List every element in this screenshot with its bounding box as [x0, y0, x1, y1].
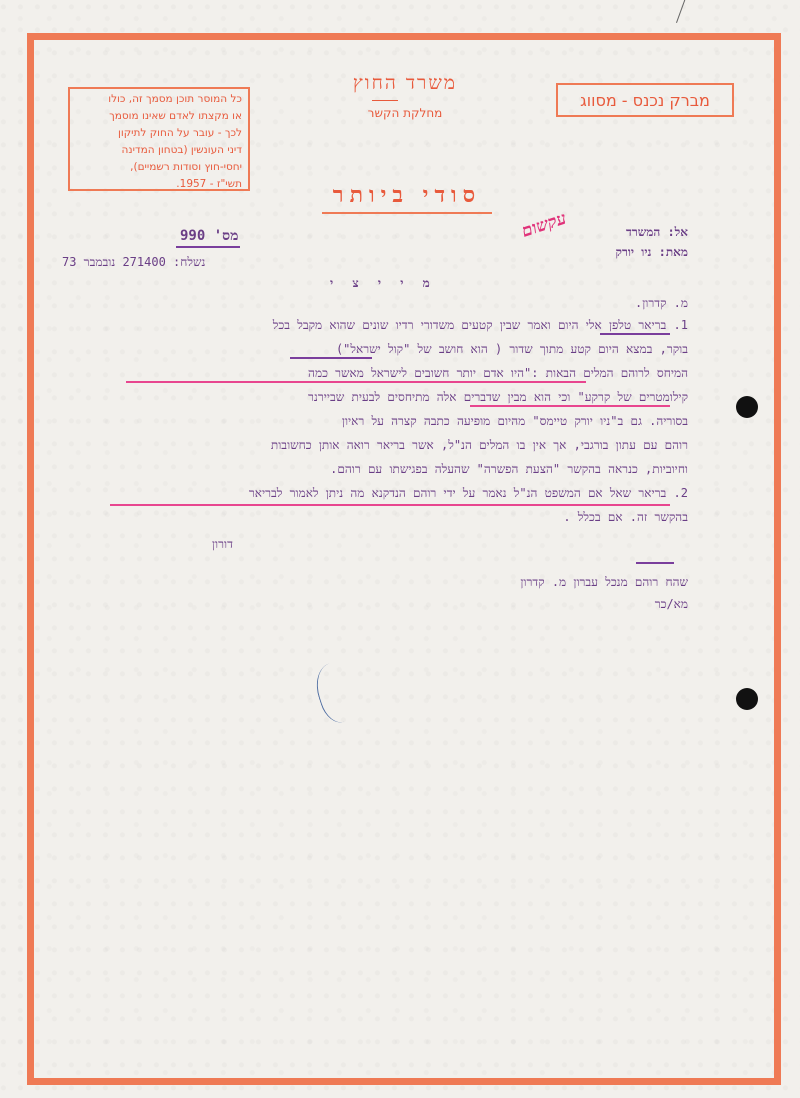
cc-rule — [636, 562, 674, 564]
stamp-text: מברק נכנס - מסווג — [580, 90, 710, 110]
warning-line: יחסי-חוץ וסודות רשמיים), — [130, 161, 242, 173]
highlight-underline — [126, 381, 586, 383]
underline-name — [600, 333, 670, 335]
highlight-underline — [110, 504, 670, 506]
highlight-underline — [470, 405, 670, 407]
classification-title: סודי ביותר — [332, 182, 482, 208]
warning-line: לכך - עובר על החוק לתיקון — [117, 127, 242, 139]
ministry-rule — [372, 100, 398, 101]
body-line: רוהם עם עתון בורגבי, אך אין בו המלים הנ"ל, אשר בריאר רואה אותן כחשובות — [270, 438, 688, 452]
to-line: אל: המשרד — [626, 225, 688, 239]
body-heading: מ י י צ י — [330, 276, 436, 290]
body-line: קילומטרים של קרקע" וכי הוא מבין שדברים אלה מתיחסים לבעית שביירנר — [308, 390, 688, 404]
warning-line: או מקצתו לאדם שאינו מוסמך — [109, 110, 242, 122]
body-line: בהקשר זה. אם בכלל . — [563, 510, 688, 524]
body-line: בסוריה. גם ב"ניו יורק טיימס" מהיום מופיעה כתבה קצרה על ראיון — [341, 414, 688, 428]
initials-line: מא/כר — [654, 597, 688, 611]
sent-line: נשלח: 271400 נובמבר 73 — [62, 255, 206, 269]
warning-line: דיני העונשין (בטחון המדינה — [121, 144, 242, 156]
urgent-handwritten-stamp: עקשום — [519, 208, 569, 242]
punch-hole — [736, 396, 758, 418]
body-line: 2. בריאר שאל אם המשפט הנ"ל נאמר על ידי רוהם הנדקנא מה ניתן לאמור לבריאר — [248, 486, 688, 500]
body-line: 1. בריאר טלפן אלי היום ואמר שבין קטעים משדורי רדיו שונים שהוא מקבל בכל — [272, 318, 688, 332]
warning-line: כל המוסר תוכן מסמך זה, כולו — [108, 93, 242, 105]
number-underline — [176, 246, 240, 248]
department-title: מחלקת הקשר — [367, 106, 443, 120]
legal-warning-box — [68, 87, 250, 191]
classification-underline — [322, 212, 492, 214]
underline-segment — [290, 357, 372, 359]
body-line: בוקר, במצא היום קטע מתוך שדור ( הוא חושב של "קול ישראל") — [335, 342, 688, 356]
ministry-title: משרד החוץ — [352, 72, 458, 94]
punch-hole — [736, 688, 758, 710]
message-number: מס' 990 — [180, 228, 239, 244]
warning-line: תשי"ז - 1957. — [176, 178, 242, 190]
from-line: מאת: ניו יורק — [615, 245, 688, 259]
body-line: וחיוביות, כנראה בהקשר "הצעת הפשרה" שהעלה בפגישתו עם רוהם. — [330, 462, 688, 476]
incoming-classified-stamp — [556, 83, 734, 117]
addressee: מ. קדרון. — [634, 296, 688, 310]
body-line: המיחס לרוהם המלים הבאות :"היו אדם יותר חשובים לישראל מאשר כמה — [308, 366, 688, 380]
signature: דורון — [212, 537, 233, 551]
distribution-line: שהח רוהם מנכל עברון מ. קדרון — [520, 575, 688, 589]
